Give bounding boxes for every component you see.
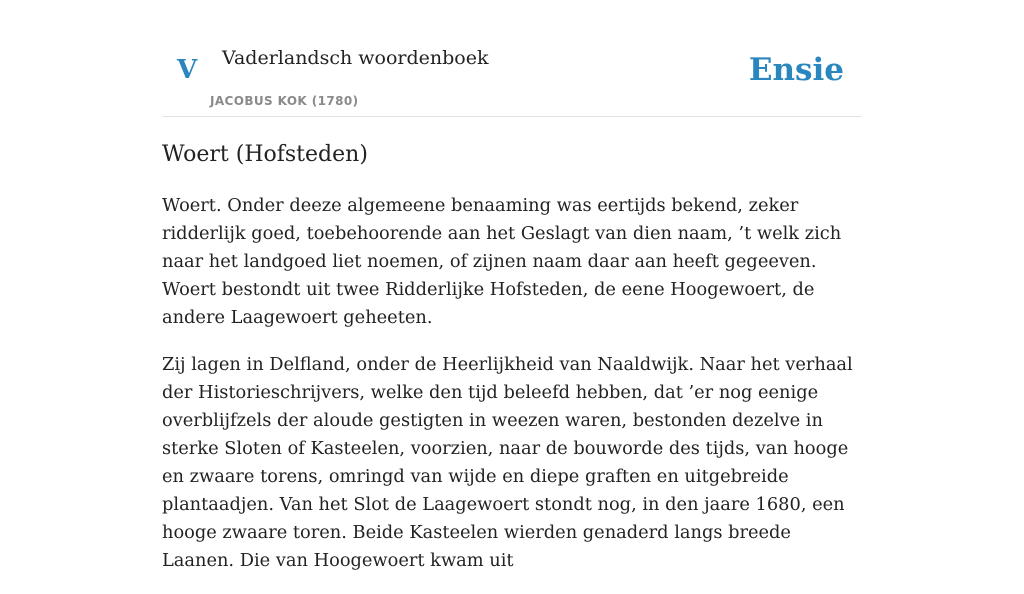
entry-body: [162, 192, 862, 594]
entry-paragraph: Woert. Onder deeze algemeene benaaming was eertijds bekend, zeker ridderlijk goed, toebehoorende aan het Geslagt van dien naam, ’t welk zich naar het landgoed liet noemen, of zijnen naam daar aan heeft gegeeven. Woert bestondt uit twee Ridderlijke Hofsteden, de eene Hoogewoert, de andere Laagewoert geheeten.: [162, 195, 842, 328]
entry-paragraph: Zij lagen in Delfland, onder de Heerlijkheid van Naaldwijk. Naar het verhaal der Historieschrijvers, welke den tijd beleefd hebben, dat ’er nog eenige overblijfzels der aloude gestigten in weezen waren, bestonden dezelve in sterke Sloten of Kasteelen, voorzien, naar de bouworde des tijds, van hooge en zwaare torens, omringd van wijde en diepe graften en uitgebreide plantaadjen. Van het Slot de Laagewoert stondt nog, in den jaare 1680, een hooge zwaare toren. Beide Kasteelen wierden genaderd langs breede Laanen. Die van Hoogewoert kwam uit: [162, 354, 853, 571]
book-letter[interactable]: V: [177, 55, 198, 85]
book-author: JACOBUS KOK (1780): [210, 94, 359, 108]
entry-title: Woert (Hofsteden): [162, 142, 368, 167]
book-header: [162, 0, 862, 117]
ensie-logo-link[interactable]: Ensie: [748, 52, 844, 88]
book-title[interactable]: Vaderlandsch woordenboek: [222, 47, 489, 69]
